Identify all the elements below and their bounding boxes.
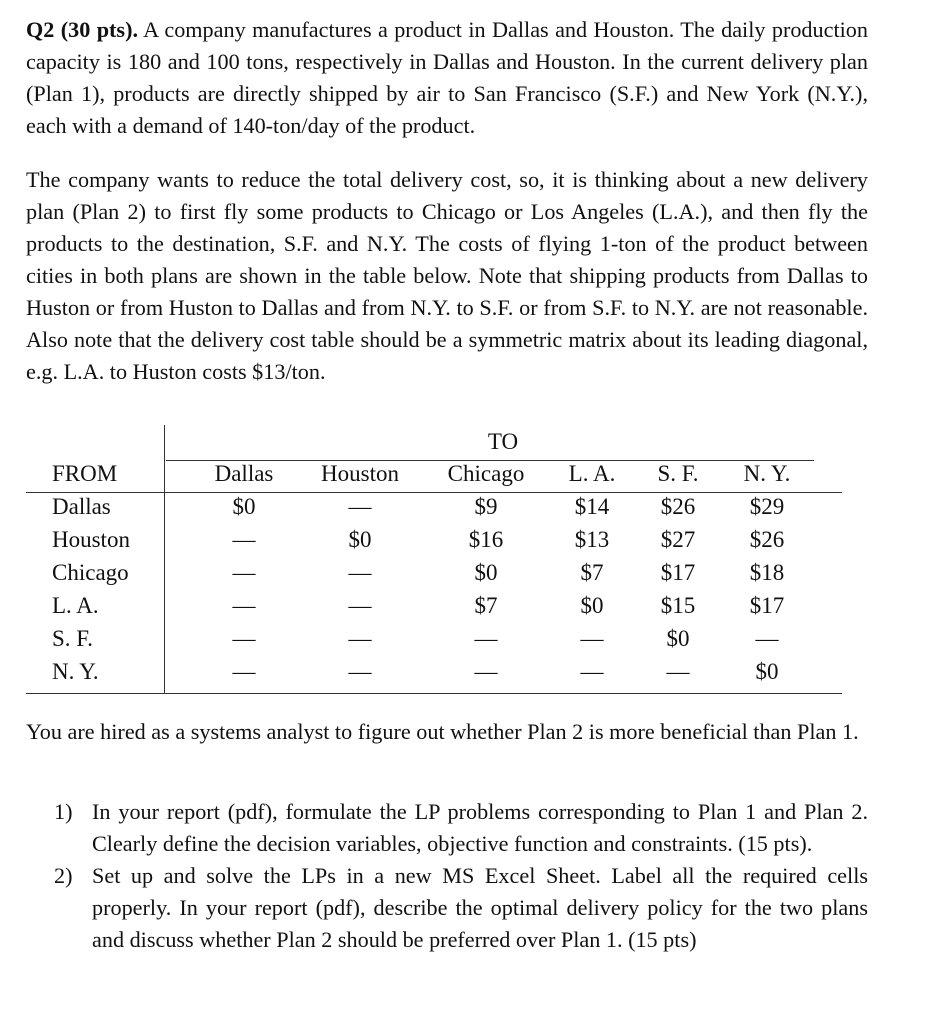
column-header: Houston: [321, 461, 399, 486]
table-cell: $7: [474, 593, 498, 618]
task-number: 2): [54, 863, 73, 888]
row-label: L. A.: [52, 593, 99, 618]
table-cell: —: [755, 626, 779, 651]
table-bottom-rule: [26, 693, 842, 694]
column-header: Chicago: [447, 461, 525, 486]
intro-text: A company manufactures a product in Dallas and Houston. The daily production capacity is 180 and 100 tons, respectively in Dallas and Houston. In the current delivery plan (Plan 1), products are directly shipped by air to San Francisco (S.F.) and New York (N.Y.), each with a demand of 140-ton/day of the product.: [26, 17, 868, 138]
table-cell: —: [348, 626, 372, 651]
table-cell: $29: [749, 494, 785, 519]
table-cell: $17: [749, 593, 785, 618]
task-text: In your report (pdf), formulate the LP problems corresponding to Plan 1 and Plan 2. Clearly define the decision variables, objective function and constraints. (15 pts).: [92, 799, 868, 856]
table-cell: —: [348, 659, 372, 684]
table-cell: —: [474, 659, 498, 684]
table-cell: $27: [660, 527, 696, 552]
column-header: Dallas: [214, 461, 274, 486]
table-cell: —: [474, 626, 498, 651]
question-body: [26, 14, 868, 388]
row-label: S. F.: [52, 626, 93, 651]
table-cell: $0: [232, 494, 256, 519]
row-label: Chicago: [52, 560, 129, 585]
table-cell: $0: [348, 527, 372, 552]
table-cell: —: [232, 626, 256, 651]
task-number: 1): [54, 799, 73, 824]
row-label: Houston: [52, 527, 130, 552]
table-cell: $7: [580, 560, 604, 585]
table-cell: $14: [574, 494, 610, 519]
table-cell: $13: [574, 527, 610, 552]
table-cell: $17: [660, 560, 696, 585]
plan2-paragraph: The company wants to reduce the total delivery cost, so, it is thinking about a new delivery plan (Plan 2) to first fly some products to Chicago or Los Angeles (L.A.), and then fly the products to the destination, S.F. and N.Y. The costs of flying 1-ton of the product between cities in both plans are shown in the table below. Note that shipping products from Dallas to Huston or from Huston to Dallas and from N.Y. to S.F. or from S.F. to N.Y. are not reasonable. Also note that the delivery cost table should be a symmetric matrix about its leading diagonal, e.g. L.A. to Huston costs $13/ton.: [26, 167, 868, 384]
table-cell: —: [348, 560, 372, 585]
list-item: [54, 796, 868, 860]
task-text: Set up and solve the LPs in a new MS Excel Sheet. Label all the required cells properly. In your report (pdf), describe the optimal delivery policy for the two plans and discuss whether Plan 2 should be preferred over Plan 1. (15 pts): [92, 863, 868, 952]
table-cell: $18: [749, 560, 785, 585]
row-label: N. Y.: [52, 659, 99, 684]
table-cell: —: [348, 494, 372, 519]
table-cell: $15: [660, 593, 696, 618]
table-cell: $0: [580, 593, 604, 618]
table-cell: —: [232, 527, 256, 552]
column-header: S. F.: [657, 461, 699, 486]
row-label: Dallas: [52, 494, 111, 519]
column-header: N. Y.: [743, 461, 791, 486]
table-cell: —: [666, 659, 690, 684]
table-vertical-rule: [164, 425, 165, 693]
table-cell: —: [232, 659, 256, 684]
table-cell: —: [232, 593, 256, 618]
analyst-paragraph: You are hired as a systems analyst to figure out whether Plan 2 is more beneficial than Plan 1.: [26, 719, 859, 744]
table-cell: —: [232, 560, 256, 585]
list-item: [54, 860, 868, 956]
table-cell: $16: [468, 527, 504, 552]
table-cell: —: [348, 593, 372, 618]
table-cell: $0: [666, 626, 690, 651]
table-header-rule: [26, 492, 842, 493]
task-list: [54, 796, 868, 956]
intro-paragraph: [26, 14, 868, 142]
table-cell: $0: [474, 560, 498, 585]
table-cell: $0: [755, 659, 779, 684]
to-header: TO: [487, 429, 519, 454]
table-cell: —: [580, 659, 604, 684]
table-cell: $26: [660, 494, 696, 519]
table-cell: $26: [749, 527, 785, 552]
table-cell: $9: [474, 494, 498, 519]
table-cell: —: [580, 626, 604, 651]
question-label: Q2 (30 pts).: [26, 17, 138, 42]
column-header: L. A.: [568, 461, 616, 486]
from-header: FROM: [52, 461, 118, 486]
delivery-cost-table: [26, 425, 842, 695]
